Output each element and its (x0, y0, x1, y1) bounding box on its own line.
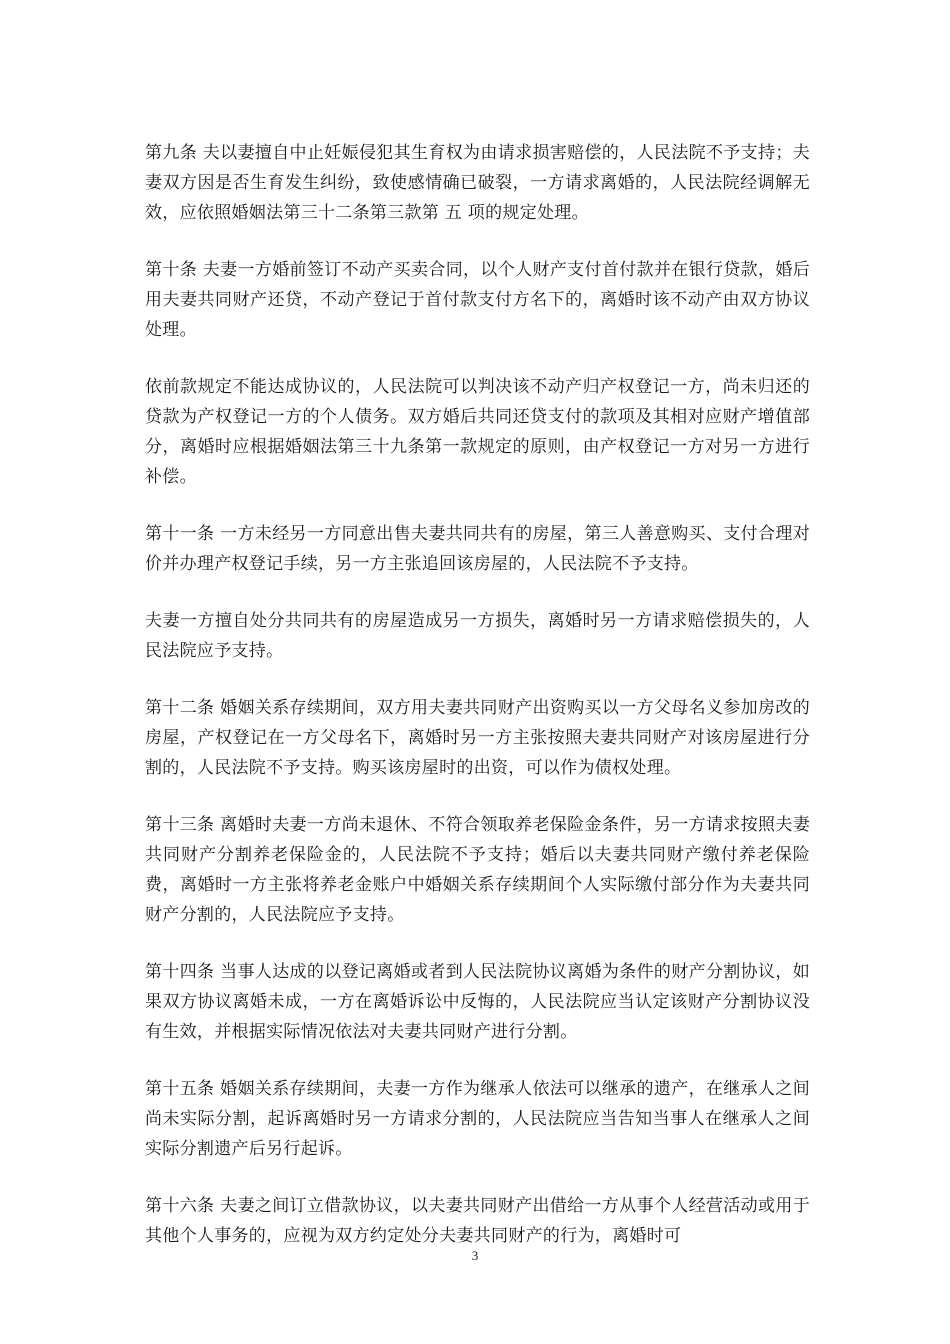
article-14-paragraph: 第十四条 当事人达成的以登记离婚或者到人民法院协议离婚为条件的财产分割协议，如果双方协议离婚未成，一方在离婚诉讼中反悔的，人民法院应当认定该财产分割协议没有生效，并根据实际情况依法对夫妻共同财产进行分割。 (145, 962, 810, 1042)
article-9-paragraph: 第九条 夫以妻擅自中止妊娠侵犯其生育权为由请求损害赔偿的，人民法院不予支持；夫妻双方因是否生育发生纠纷，致使感情确已破裂，一方请求离婚的，人民法院经调解无效，应依照婚姻法第三十二条第三款第 五 项的规定处理。 (145, 143, 810, 223)
article-11-clause-2-paragraph: 夫妻一方擅自处分共同共有的房屋造成另一方损失，离婚时另一方请求赔偿损失的，人民法院应予支持。 (145, 611, 810, 661)
article-16-paragraph: 第十六条 夫妻之间订立借款协议，以夫妻共同财产出借给一方从事个人经营活动或用于其他个人事务的，应视为双方约定处分夫妻共同财产的行为，离婚时可 (145, 1196, 810, 1246)
page-number: 3 (471, 1248, 479, 1263)
article-15-paragraph: 第十五条 婚姻关系存续期间，夫妻一方作为继承人依法可以继承的遗产，在继承人之间尚未实际分割，起诉离婚时另一方请求分割的，人民法院应当告知当事人在继承人之间实际分割遗产后另行起诉。 (145, 1079, 810, 1159)
article-11-paragraph: 第十一条 一方未经另一方同意出售夫妻共同共有的房屋，第三人善意购买、支付合理对价并办理产权登记手续，另一方主张追回该房屋的，人民法院不予支持。 (145, 524, 810, 574)
article-12-paragraph: 第十二条 婚姻关系存续期间，双方用夫妻共同财产出资购买以一方父母名义参加房改的房屋，产权登记在一方父母名下，离婚时另一方主张按照夫妻共同财产对该房屋进行分割的，人民法院不予支持。购买该房屋时的出资，可以作为债权处理。 (145, 698, 810, 778)
article-10-clause-2-paragraph: 依前款规定不能达成协议的，人民法院可以判决该不动产归产权登记一方，尚未归还的贷款为产权登记一方的个人债务。双方婚后共同还贷支付的款项及其相对应财产增值部分，离婚时应根据婚姻法第三十九条第一款规定的原则，由产权登记一方对另一方进行补偿。 (145, 377, 810, 487)
article-10-paragraph: 第十条 夫妻一方婚前签订不动产买卖合同，以个人财产支付首付款并在银行贷款，婚后用夫妻共同财产还贷，不动产登记于首付款支付方名下的，离婚时该不动产由双方协议处理。 (145, 260, 810, 340)
document-body (145, 138, 810, 1278)
article-13-paragraph: 第十三条 离婚时夫妻一方尚未退休、不符合领取养老保险金条件，另一方请求按照夫妻共同财产分割养老保险金的，人民法院不予支持；婚后以夫妻共同财产缴付养老保险费，离婚时一方主张将养老金账户中婚姻关系存续期间个人实际缴付部分作为夫妻共同财产分割的，人民法院应予支持。 (145, 815, 810, 925)
